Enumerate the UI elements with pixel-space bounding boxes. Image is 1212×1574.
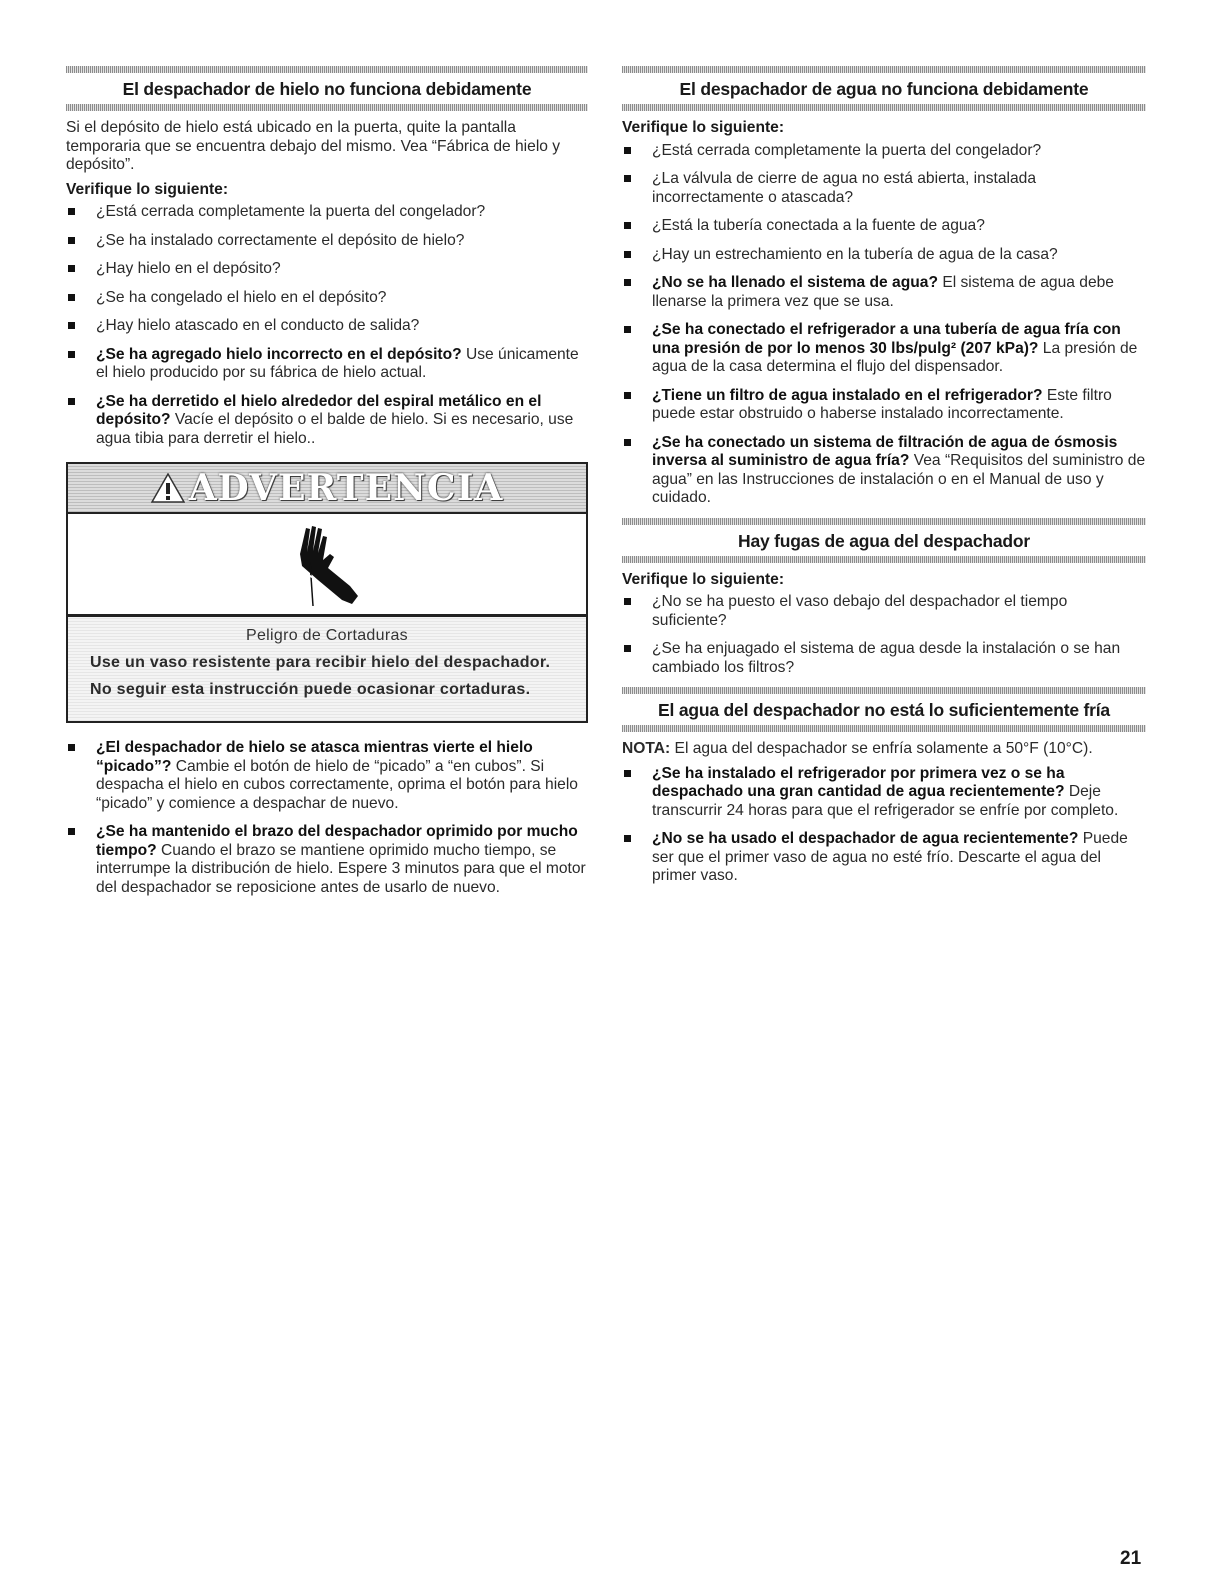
list-item: ¿No se ha llenado el sistema de agua? El sistema de agua debe llenarse la primera vez que se usa. [622,274,1146,311]
cold-checklist [622,765,1146,886]
list-item: ¿Tiene un filtro de agua instalado en el refrigerador? Este filtro puede estar obstruido o haberse instalado incorrectamente. [622,387,1146,424]
list-item: ¿Se ha instalado el refrigerador por primera vez o se ha despachado una gran cantidad de agua recientemente? Deje transcurrir 24 horas para que el refrigerador se enfríe por completo. [622,765,1146,821]
water-checklist [622,142,1146,508]
ice-checklist [66,203,588,448]
cold-section-header [622,687,1146,732]
divider [66,104,588,111]
divider [66,66,588,73]
ice-intro: Si el depósito de hielo está ubicado en la puerta, quite la pantalla temporaria que se encuentra debajo del mismo. Vea “Fábrica de hielo y depósito”. [66,119,561,173]
right-column [622,66,1146,896]
leak-checklist [622,593,1146,677]
list-item: ¿Se ha mantenido el brazo del despachador oprimido por mucho tiempo? Cuando el brazo se mantiene oprimido mucho tiempo, se interrumpe la distribución de hielo. Espere 3 minutos para que el motor del despachador se reposicione antes de usarlo de nuevo. [66,823,588,897]
warning-banner-text: ADVERTENCIA [188,467,504,509]
warning-triangle-icon [151,467,185,515]
hand-cut-icon [280,520,370,610]
ice-section-header [66,66,588,111]
warning-box [66,462,588,723]
ice-check-heading: Verifique lo siguiente: [66,180,229,198]
page-number: 21 [1120,1548,1142,1569]
note-text: El agua del despachador se enfría solamente a 50°F (10°C). [670,740,1093,757]
left-column [66,66,588,907]
list-item: ¿Se ha conectado un sistema de filtración de agua de ósmosis inversa al suministro de agua fría? Vea “Requisitos del suministro de agua” en las Instrucciones de instalación o en el Manual de uso y cuidado. [622,434,1146,508]
divider [622,687,1146,694]
cold-section-title: El agua del despachador no está lo suficientemente fría [658,700,1110,720]
cold-note [622,740,1146,759]
list-item: ¿Se ha congelado el hielo en el depósito? [66,289,588,308]
ice-section-title: El despachador de hielo no funciona debidamente [122,79,532,99]
list-item: ¿Se ha instalado correctamente el depósito de hielo? [66,232,588,251]
note-label: NOTA: [622,740,671,757]
warning-instruction: Use un vaso resistente para recibir hielo del despachador. [90,654,551,671]
list-item: ¿Se ha conectado el refrigerador a una tubería de agua fría con una presión de por lo menos 30 lbs/pulg² (207 kPa)? La presión de agua de la casa determina el flujo del dispensador. [622,321,1146,377]
divider [622,518,1146,525]
divider [622,556,1146,563]
water-section-header [622,66,1146,111]
water-check-heading: Verifique lo siguiente: [622,119,785,136]
warning-pictogram [68,514,586,617]
list-item: ¿La válvula de cierre de agua no está abierta, instalada incorrectamente o atascada? [622,170,1146,207]
warning-hazard: Peligro de Cortaduras [246,627,408,644]
warning-body [68,617,586,721]
ice-more-list [66,739,588,897]
divider [622,104,1146,111]
list-item: ¿Hay hielo en el depósito? [66,260,588,279]
list-item: ¿Está cerrada completamente la puerta del congelador? [622,142,1146,161]
list-item: ¿Está cerrada completamente la puerta del congelador? [66,203,588,222]
divider [622,725,1146,732]
list-item: ¿Está la tubería conectada a la fuente de agua? [622,217,1146,236]
list-item: ¿El despachador de hielo se atasca mientras vierte el hielo “picado”? Cambie el botón de hielo de “picado” a “en cubos”. Si despacha el hielo en cubos correctamente, oprima el botón para hielo “picado” y comience a despachar de nuevo. [66,739,588,813]
list-item: ¿Hay hielo atascado en el conducto de salida? [66,317,588,336]
list-item: ¿Hay un estrechamiento en la tubería de agua de la casa? [622,246,1146,265]
list-item: ¿No se ha usado el despachador de agua recientemente? Puede ser que el primer vaso de agua no esté frío. Descarte el agua del primer vaso. [622,830,1146,886]
list-item: ¿Se ha enjuagado el sistema de agua desde la instalación o se han cambiado los filtros? [622,640,1146,677]
list-item: ¿No se ha puesto el vaso debajo del despachador el tiempo suficiente? [622,593,1146,630]
list-item: ¿Se ha agregado hielo incorrecto en el depósito? Use únicamente el hielo producido por su fábrica de hielo actual. [66,346,588,383]
leak-section-header [622,518,1146,563]
warning-consequence: No seguir esta instrucción puede ocasionar cortaduras. [90,681,531,698]
leak-section-title: Hay fugas de agua del despachador [738,530,1030,551]
divider [622,66,1146,73]
warning-banner [68,464,586,514]
list-item: ¿Se ha derretido el hielo alrededor del espiral metálico en el depósito? Vacíe el depósito o el balde de hielo. Si es necesario, use agua tibia para derretir el hielo.. [66,393,588,449]
leak-check-heading: Verifique lo siguiente: [622,570,785,588]
water-section-title: El despachador de agua no funciona debidamente [679,79,1089,99]
